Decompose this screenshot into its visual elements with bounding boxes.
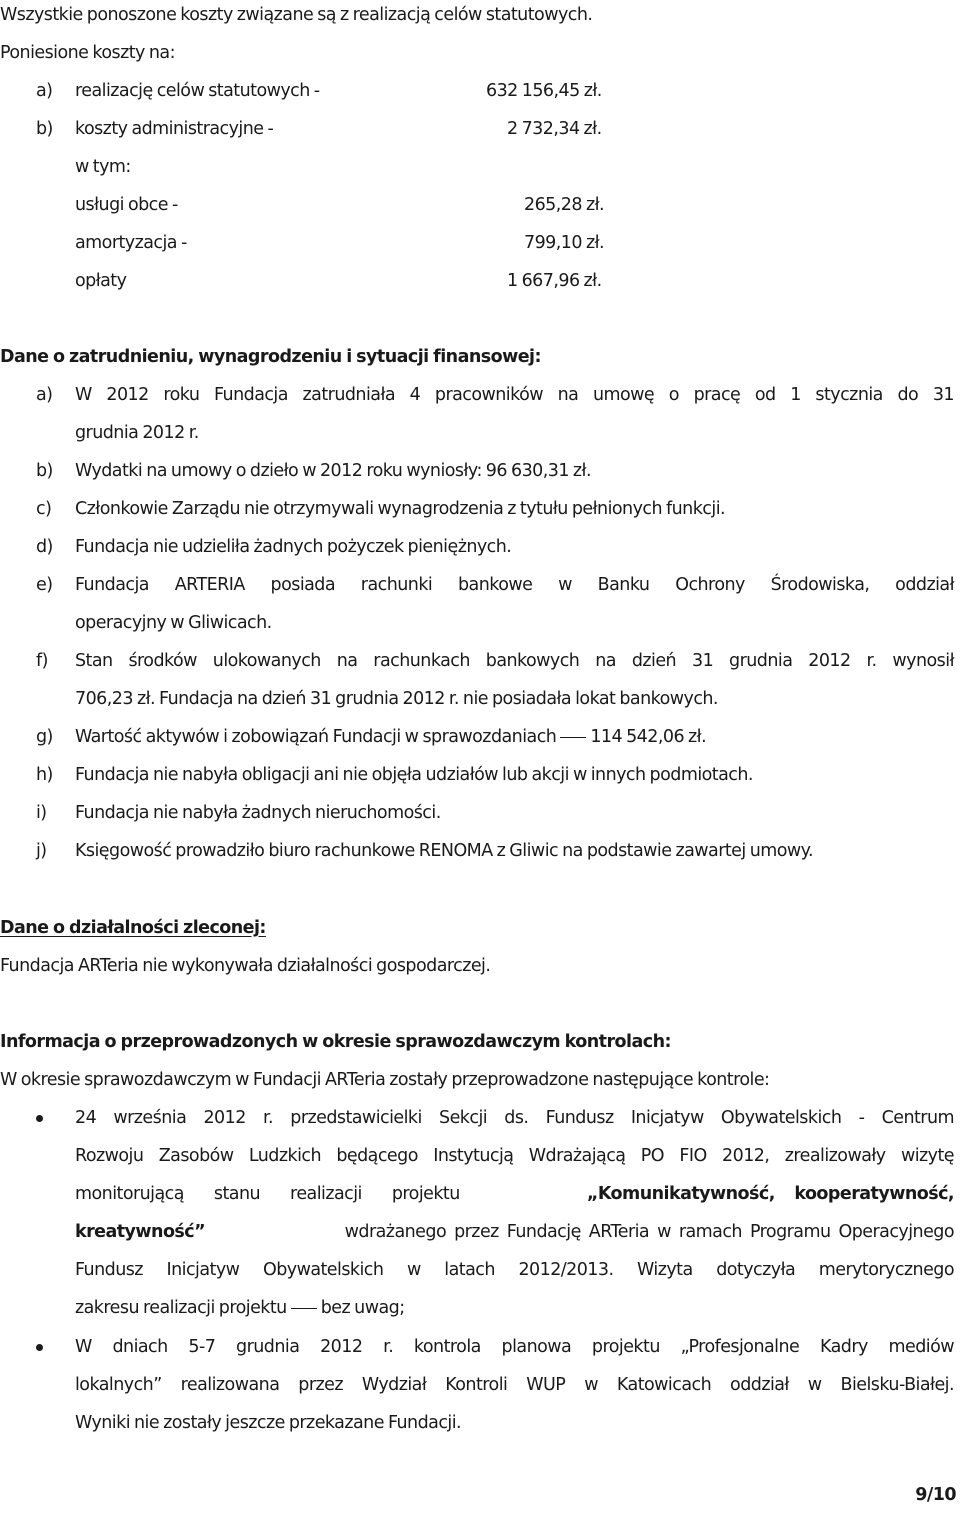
- commissioned-heading: Dane o działalności zleconej:: [0, 918, 266, 938]
- dash-separator: [291, 1308, 317, 1309]
- employment-e-letter: e): [36, 575, 53, 595]
- costs-sub2-value: 799,10 zł.: [524, 233, 605, 253]
- costs-b-value: 2 732,34 zł.: [507, 119, 602, 139]
- employment-g-text-before: Wartość aktywów i zobowiązań Fundacji w sprawozdaniach: [75, 727, 557, 747]
- employment-a-line1: W 2012 roku Fundacja zatrudniała 4 pracowników na umowę o pracę od 1 stycznia do 31: [75, 385, 954, 405]
- costs-sub3-value: 1 667,96 zł.: [507, 271, 602, 291]
- commissioned-text: Fundacja ARTeria nie wykonywała działalności gospodarczej.: [0, 956, 491, 976]
- employment-c-letter: c): [36, 499, 52, 519]
- costs-a-label: realizację celów statutowych -: [75, 81, 320, 101]
- costs-w-tym: w tym:: [75, 157, 131, 177]
- bullet-icon: [36, 1115, 43, 1122]
- costs-heading: Poniesione koszty na:: [0, 43, 175, 63]
- controls-item1-line3-bold: „Komunikatywność, kooperatywność,: [586, 1184, 954, 1204]
- costs-a-letter: a): [36, 81, 53, 101]
- controls-heading: Informacja o przeprowadzonych w okresie sprawozdawczym kontrolach:: [0, 1032, 671, 1052]
- employment-b-text: Wydatki na umowy o dzieło w 2012 roku wyniosły: 96 630,31 zł.: [75, 461, 591, 481]
- employment-b-letter: b): [36, 461, 53, 481]
- controls-item1-line3-pre: monitorującą stanu realizacji projektu: [75, 1184, 460, 1204]
- bullet-icon: [36, 1344, 43, 1351]
- controls-intro: W okresie sprawozdawczym w Fundacji ARTeria zostały przeprowadzone następujące kontrole:: [0, 1070, 770, 1090]
- costs-a-value: 632 156,45 zł.: [486, 81, 602, 101]
- employment-j-letter: j): [36, 841, 47, 861]
- costs-intro: Wszystkie ponoszone koszty związane są z realizacją celów statutowych.: [0, 5, 593, 25]
- page-number: 9/10: [915, 1485, 956, 1505]
- controls-item1-line5: Fundusz Inicjatyw Obywatelskich w latach 2012/2013. Wizyta dotyczyła merytorycznego: [75, 1260, 954, 1280]
- employment-heading: Dane o zatrudnieniu, wynagrodzeniu i sytuacji finansowej:: [0, 347, 541, 367]
- costs-b-label: koszty administracyjne -: [75, 119, 274, 139]
- employment-d-letter: d): [36, 537, 53, 557]
- employment-a-line2: grudnia 2012 r.: [75, 423, 199, 443]
- employment-g-letter: g): [36, 727, 53, 747]
- employment-h-letter: h): [36, 765, 53, 785]
- controls-item1-line4-post: wdrażanego przez Fundację ARTeria w ramach Programu Operacyjnego: [344, 1222, 954, 1242]
- employment-f-line2: 706,23 zł. Fundacja na dzień 31 grudnia 2012 r. nie posiadała lokat bankowych.: [75, 689, 718, 709]
- employment-j-text: Księgowość prowadziło biuro rachunkowe RENOMA z Gliwic na podstawie zawartej umowy.: [75, 841, 813, 861]
- costs-sub1-value: 265,28 zł.: [524, 195, 605, 215]
- controls-item2-line3: Wyniki nie zostały jeszcze przekazane Fundacji.: [75, 1413, 462, 1433]
- costs-sub3-label: opłaty: [75, 271, 127, 291]
- controls-item2-line2: lokalnych” realizowana przez Wydział Kontroli WUP w Katowicach oddział w Bielsku-Białej.: [75, 1375, 954, 1395]
- employment-a-letter: a): [36, 385, 53, 405]
- controls-item1-line1: 24 września 2012 r. przedstawicielki Sekcji ds. Fundusz Inicjatyw Obywatelskich - Centrum: [75, 1108, 954, 1128]
- employment-i-letter: i): [36, 803, 47, 823]
- employment-d-text: Fundacja nie udzieliła żadnych pożyczek pieniężnych.: [75, 537, 512, 557]
- dash-separator: [560, 737, 586, 738]
- controls-item1-line4-bold: kreatywność”: [75, 1222, 206, 1242]
- costs-sub1-label: usługi obce -: [75, 195, 178, 215]
- employment-h-text: Fundacja nie nabyła obligacji ani nie objęła udziałów lub akcji w innych podmiotach.: [75, 765, 753, 785]
- controls-item1-line3: [75, 1183, 954, 1205]
- employment-i-text: Fundacja nie nabyła żadnych nieruchomości.: [75, 803, 441, 823]
- employment-f-line1: Stan środków ulokowanych na rachunkach bankowych na dzień 31 grudnia 2012 r. wynosił: [75, 651, 954, 671]
- employment-g-text-after: 114 542,06 zł.: [590, 727, 707, 747]
- controls-item1-line6-before: zakresu realizacji projektu: [75, 1298, 287, 1318]
- employment-g-text: [75, 726, 706, 748]
- employment-e-line1: Fundacja ARTERIA posiada rachunki bankowe w Banku Ochrony Środowiska, oddział: [75, 575, 954, 595]
- employment-f-letter: f): [36, 651, 48, 671]
- controls-item1-line6: [75, 1297, 405, 1319]
- employment-e-line2: operacyjny w Gliwicach.: [75, 613, 272, 633]
- controls-item2-line1: W dniach 5-7 grudnia 2012 r. kontrola planowa projektu „Profesjonalne Kadry mediów: [75, 1337, 954, 1357]
- controls-item1-line2: Rozwoju Zasobów Ludzkich będącego Instytucją Wdrażającą PO FIO 2012, zrealizowały wizytę: [75, 1146, 954, 1166]
- costs-sub2-label: amortyzacja -: [75, 233, 187, 253]
- controls-item1-line4: [75, 1221, 954, 1243]
- costs-b-letter: b): [36, 119, 53, 139]
- controls-item1-line6-after: bez uwag;: [320, 1298, 405, 1318]
- employment-c-text: Członkowie Zarządu nie otrzymywali wynagrodzenia z tytułu pełnionych funkcji.: [75, 499, 726, 519]
